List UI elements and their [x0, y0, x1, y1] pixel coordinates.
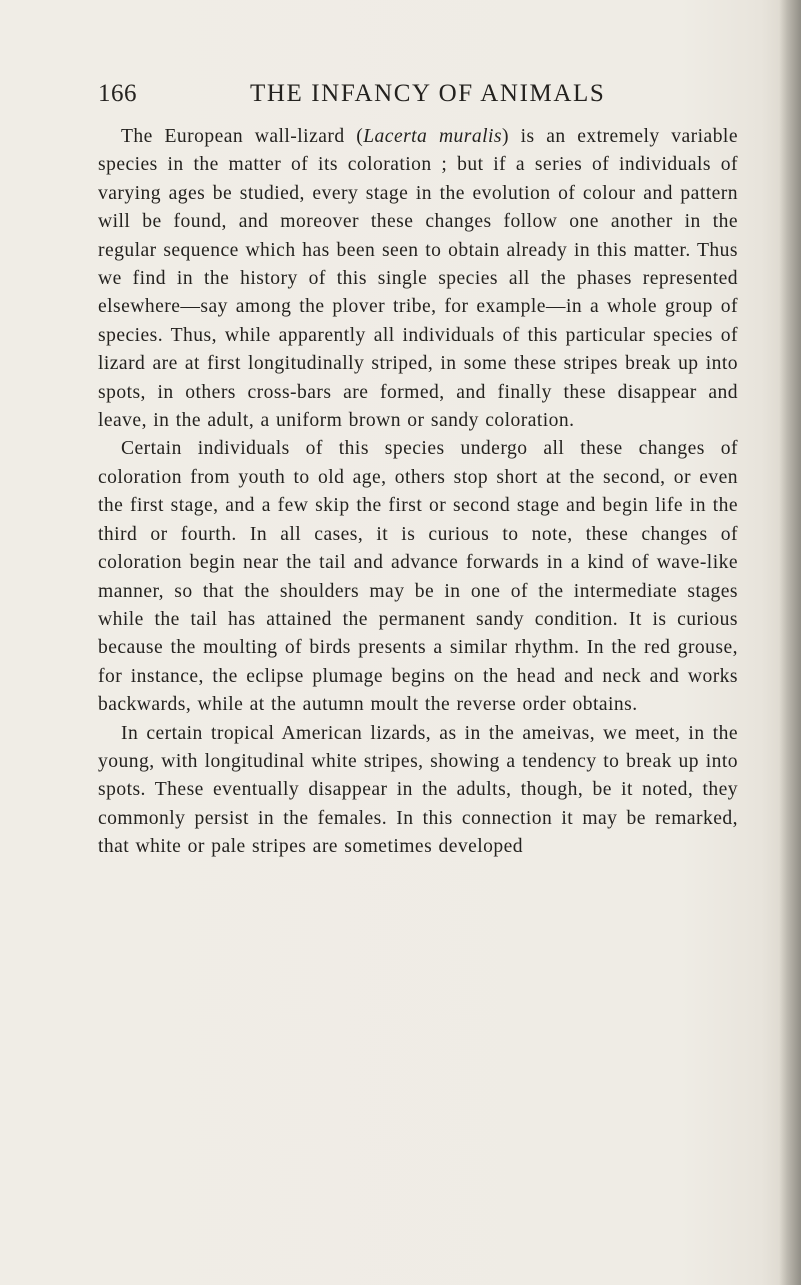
running-head: THE INFANCY OF ANIMALS	[250, 80, 606, 107]
paragraph-1-rest: ) is an extremely variable species in the matter of its coloration ; but if a series of individuals of varying ages be studied, every stage in the evolution of colour and pattern will be found, and moreover these changes follow one another in the regular sequence which has been seen to obtain already in this matter. Thus we find in the history of this single species all the phases represented elsewhere—say among the plover tribe, for example—in a whole group of species. Thus, while apparently all individuals of this particular species of lizard are at first longitudinally striped, in some these stripes break up into spots, in others cross-bars are formed, and finally these disappear and leave, in the adult, a uniform brown or sandy coloration.	[98, 126, 738, 432]
body-text	[98, 123, 738, 862]
page-header	[98, 80, 628, 116]
species-name: Lacerta muralis	[363, 126, 502, 147]
paragraph-1-start: The European wall-lizard (	[121, 126, 364, 147]
paragraph-1	[98, 123, 738, 435]
paragraph-2: Certain individuals of this species undergo all these changes of coloration from youth to old age, others stop short at the second, or even the first stage, and a few skip the first or second stage and begin life in the third or fourth. In all cases, it is curious to note, these changes of coloration begin near the tail and advance forwards in a kind of wave-like manner, so that the shoulders may be in one of the intermediate stages while the tail has attained the permanent sandy condition. It is curious because the moulting of birds presents a similar rhythm. In the red grouse, for instance, the eclipse plumage begins on the head and neck and works backwards, while at the autumn moult the reverse order obtains.	[98, 438, 738, 716]
page-edge-shadow	[779, 0, 801, 1285]
paragraph-3: In certain tropical American lizards, as in the ameivas, we meet, in the young, with longitudinal white stripes, showing a tendency to break up into spots. These eventually disappear in the adults, though, be it noted, they commonly persist in the females. In this connection it may be remarked, that white or pale stripes are sometimes developed	[98, 722, 738, 858]
page-number: 166	[98, 80, 137, 107]
